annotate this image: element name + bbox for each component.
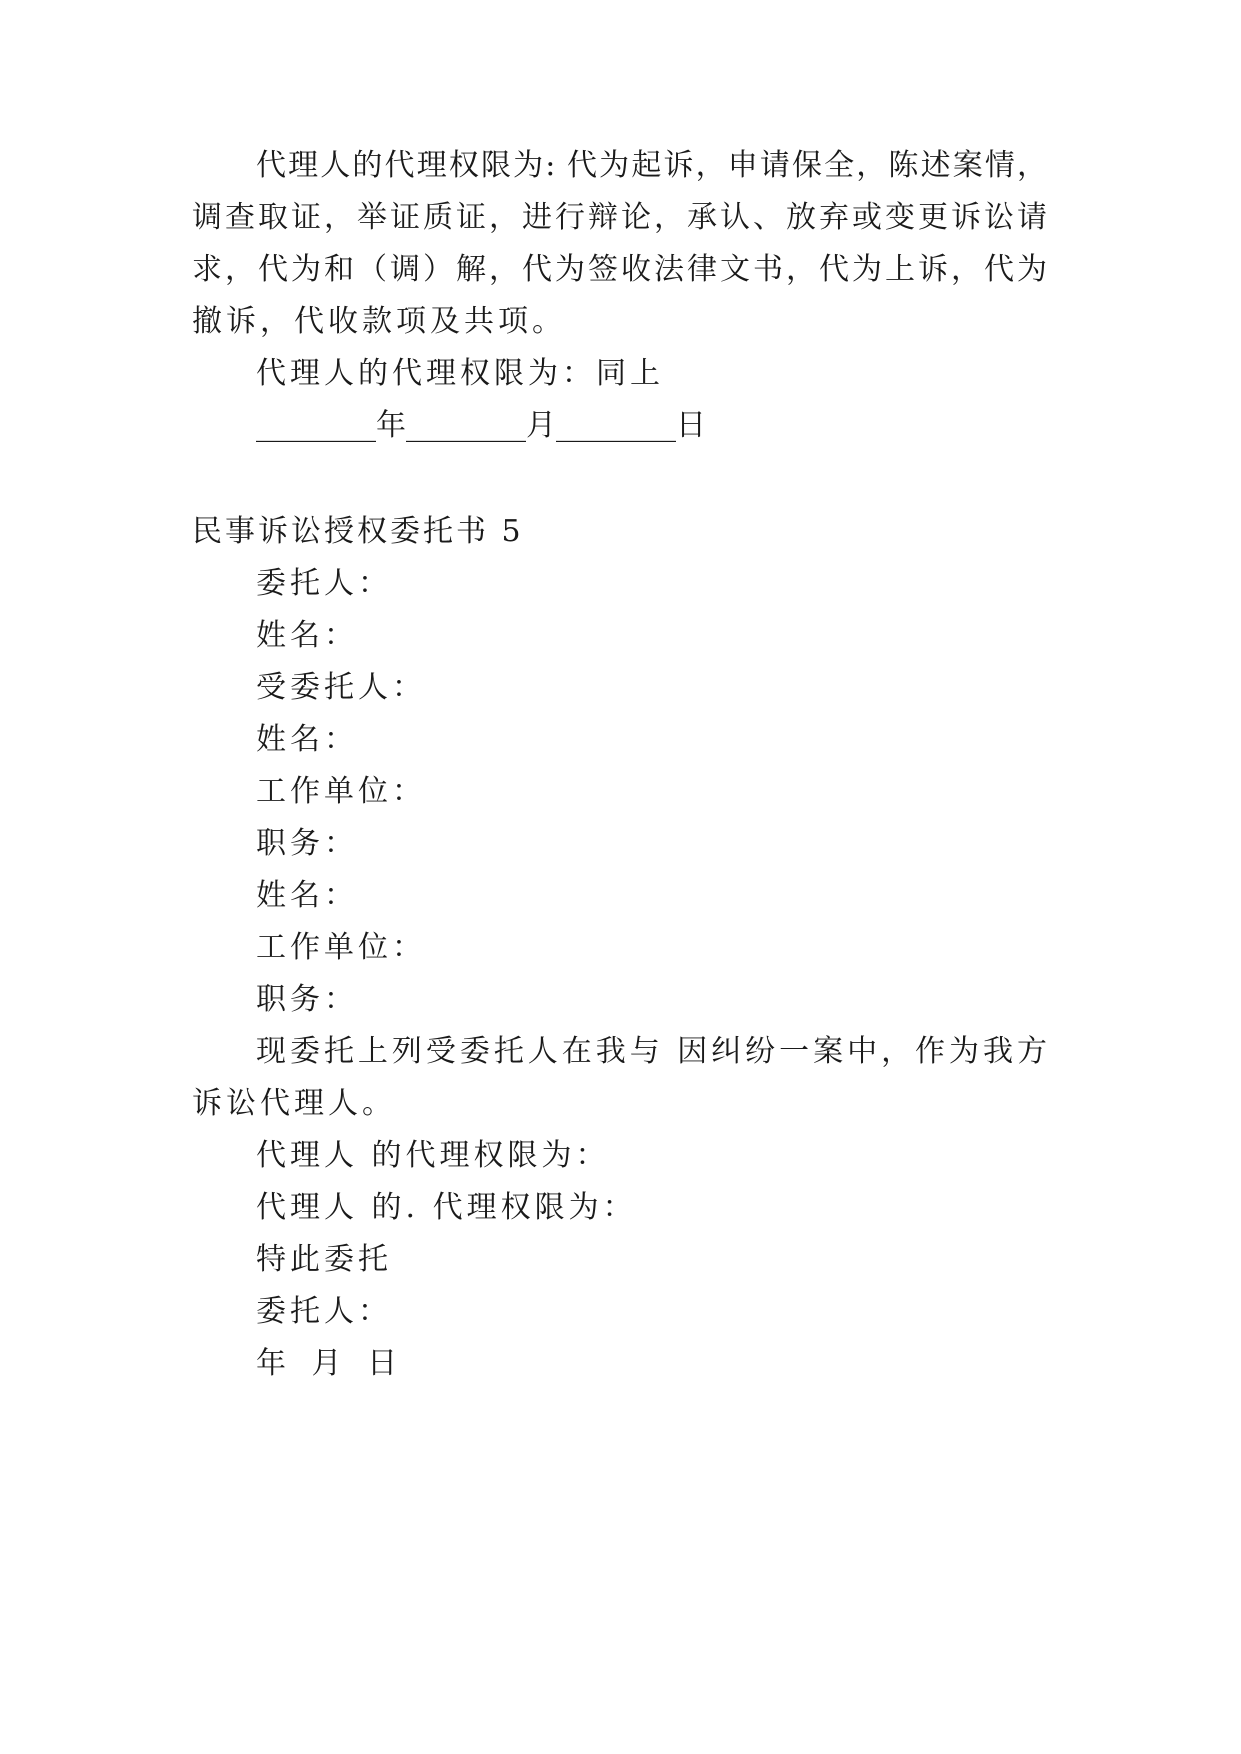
paragraph-authority-line-1: 代理人的代理权限为: 代为起诉，申请保全，陈述案情，: [256, 148, 1047, 183]
field-principal: 委托人：: [256, 566, 392, 601]
field-work-unit-1: 工作单位：: [256, 774, 426, 809]
paragraph-authority-line-2: 调查取证，举证质证，进行辩论，承认、放弃或变更诉讼请: [192, 200, 1047, 235]
paragraph-authority-line-4: 撤诉，代收款项及共项。: [192, 304, 566, 339]
date-end: 年 月 日: [256, 1346, 406, 1381]
special-entrust: 特此委托: [256, 1242, 392, 1277]
paragraph-authority-line-3: 求，代为和（调）解，代为签收法律文书，代为上诉，代为: [192, 252, 1047, 287]
paragraph-entrust-line-2: 诉讼代理人。: [192, 1086, 396, 1121]
field-name-3: 姓名：: [256, 878, 358, 913]
field-name-2: 姓名：: [256, 722, 358, 757]
authority-line-1: 代理人 的代理权限为：: [256, 1138, 610, 1173]
date-blank-line: ________年________月________日: [256, 408, 706, 443]
section-title: 民事诉讼授权委托书 5: [192, 514, 524, 549]
field-agent: 受委托人：: [256, 670, 426, 705]
authority-line-2: 代理人 的. 代理权限为：: [256, 1190, 637, 1225]
field-name-1: 姓名：: [256, 618, 358, 653]
field-work-unit-2: 工作单位：: [256, 930, 426, 965]
field-position-2: 职务：: [256, 982, 358, 1017]
principal-signature: 委托人：: [256, 1294, 392, 1329]
field-position-1: 职务：: [256, 826, 358, 861]
paragraph-same-as-above: 代理人的代理权限为：同上: [256, 356, 664, 391]
paragraph-entrust-line-1: 现委托上列受委托人在我与 因纠纷一案中，作为我方: [256, 1034, 1047, 1069]
